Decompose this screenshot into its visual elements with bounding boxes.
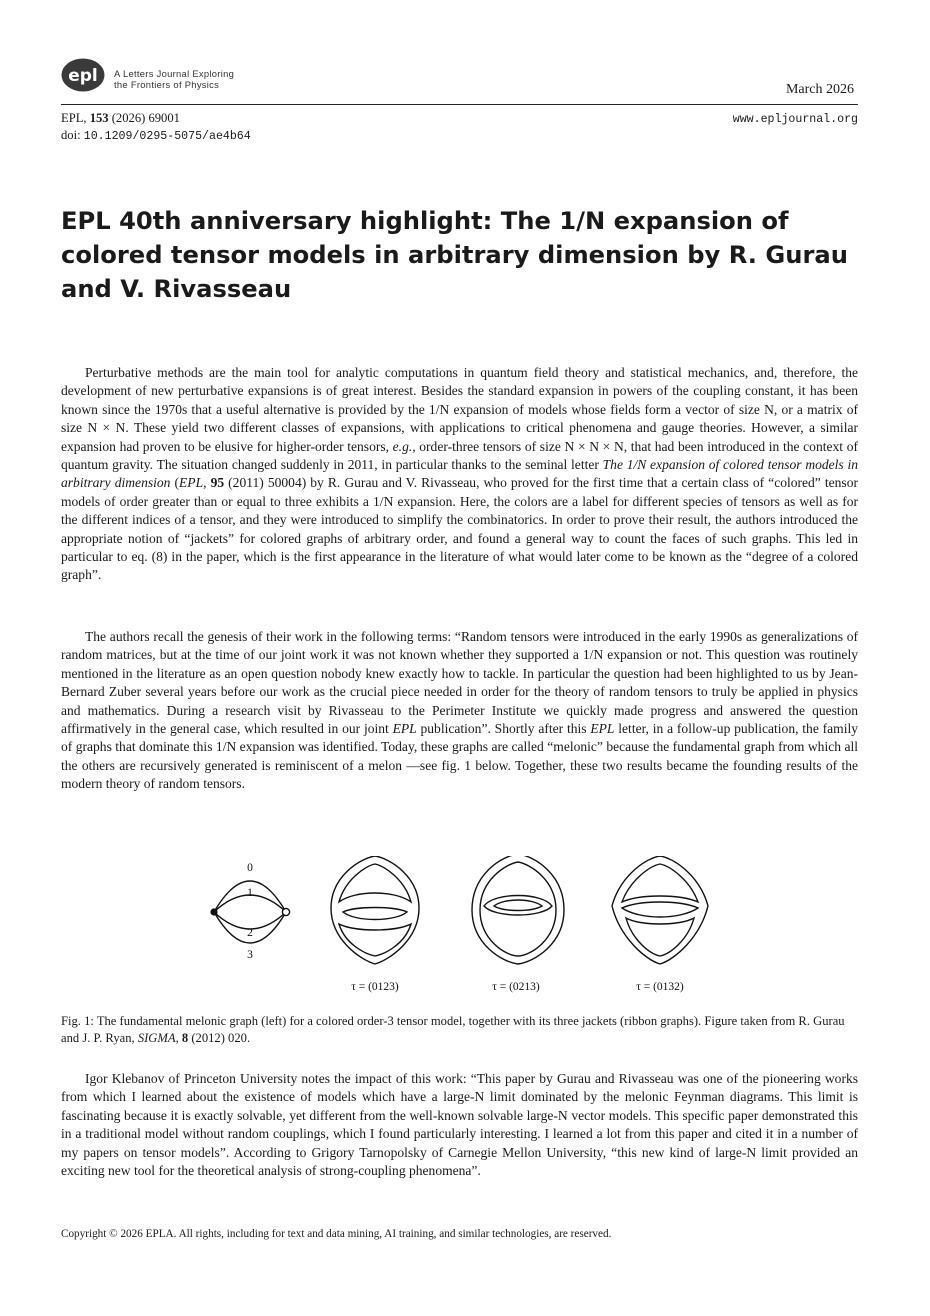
paragraph-3: Igor Klebanov of Princeton University notes the impact of this work: “This paper by Gurau and Rivasseau was one of the pioneering works from which I learned about the existence of models which have a large-N limit dominated by the melonic Feynman diagrams. This limit is fascinating because it is exactly solvable, yet different from the well-known solvable large-N vector models. This specific paper demonstrated this in a traditional model without random couplings, which I found particularly interesting. I learned a lot from this paper and cited it in a number of my papers on tensor models”. According to Grigory Tarnopolsky of Carnegie Mellon University, “this new kind of large-N limit provided an exciting new tool for the theoretical analysis of strong-coupling phenomena”. bbox=[61, 1071, 858, 1179]
journal-name: EPL bbox=[61, 111, 84, 125]
figure-1 bbox=[200, 856, 720, 996]
journal-tagline-2: the Frontiers of Physics bbox=[114, 79, 220, 90]
jacket-label-1: τ = (0123) bbox=[351, 981, 399, 993]
black-vertex bbox=[210, 908, 217, 915]
volume: 153 bbox=[89, 111, 109, 125]
jacket-label-3: τ = (0132) bbox=[636, 981, 684, 993]
article-title: EPL 40th anniversary highlight: The 1/N expansion of colored tensor models in arbitrary dimension by R. Gurau and V. Rivasseau bbox=[61, 207, 848, 303]
edge-label-3: 3 bbox=[247, 949, 253, 961]
jacket-label-2: τ = (0213) bbox=[492, 981, 540, 993]
white-vertex bbox=[282, 908, 289, 915]
doi-label: doi: bbox=[61, 128, 81, 142]
cited-letter-title: The 1/N expansion of colored tensor models in arbitrary dimension bbox=[61, 457, 859, 491]
paragraph-1: Perturbative methods are the main tool for analytic computations in quantum field theory and statistical mechanics, and, therefore, the development of new perturbative expansions is of great interest. Besides the standard expansion in powers of the coupling constant, it has been known since the 1970s that a useful alternative is provided by the 1/N expansion of models whose fields form a vector of size N, or a matrix of size N × N. These yield two different classes of expansions, with applications to critical phenomena and gauge theories. However, a similar expansion had proven to be elusive for higher-order tensors, e.g., order-three tensors of size N × N × N, that had been introduced in the context of quantum gravity. The situation changed suddenly in 2011, in particular thanks to the seminal letter The 1/N expansion of colored tensor models in arbitrary dimension (EPL, 95 (2011) 50004) by R. Gurau and V. Rivasseau, who proved for the first time that a certain class of “colored” tensor models of order greater than or equal to three exhibits a 1/N expansion. Here, the colors are a label for different species of tensors as well as for the different indices of a tensor, and they were introduced to simplify the combinatorics. In order to prove their result, the authors introduced the appropriate notion of “jackets” for colored graphs of arbitrary order, and found a general way to count the faces of such graphs. This led in particular to eq. (8) in the paper, which is the first appearance in the literature of what would later come to be known as the “degree of a colored graph”. bbox=[61, 365, 859, 583]
header-rule bbox=[61, 104, 858, 105]
figure-caption: Fig. 1: The fundamental melonic graph (left) for a colored order-3 tensor model, together with its three jackets (ribbon graphs). Figure taken from R. Gurau and J. P. Ryan, SIGMA, 8 (2012) 020. bbox=[61, 1014, 845, 1046]
journal-tagline-1: A Letters Journal Exploring bbox=[114, 68, 235, 79]
jacket-ribbon-graph-1 bbox=[331, 856, 419, 964]
citation-line: EPL, 153 (2026) 69001 bbox=[61, 111, 180, 125]
year-article: (2026) 69001 bbox=[111, 111, 180, 125]
journal-website-link[interactable]: www.epljournal.org bbox=[732, 113, 858, 126]
doi-line bbox=[61, 128, 251, 143]
epl-logo bbox=[61, 58, 105, 92]
edge-label-2: 2 bbox=[247, 927, 253, 939]
jacket-ribbon-graph-2 bbox=[472, 856, 564, 964]
paragraph-2: The authors recall the genesis of their work in the following terms: “Random tensors were introduced in the early 1990s as generalizations of random matrices, but at the time of our joint work it was not known whether they supported a 1/N expansion or not. This question was routinely mentioned in the literature as an open question nobody knew exactly how to tackle. In particular the question had been highlighted to us by Jean-Bernard Zuber several years before our work as the crucial piece needed in order for the theory of random tensors to truly be applied in physics and mathematics. During a research visit by Rivasseau to the Perimeter Institute we quickly made progress and answered the question affirmatively in the general case, which resulted in our joint EPL publication”. Shortly after this EPL letter, in a follow-up publication, the family of graphs that dominate this 1/N expansion was identified. Today, these graphs are called “melonic” because the fundamental graph from which all the others are recursively generated is reminiscent of a melon —see fig. 1 below. Together, these two results became the founding results of the modern theory of random tensors. bbox=[61, 629, 859, 792]
edge-label-1: 1 bbox=[247, 887, 253, 899]
jacket-ribbon-graph-3 bbox=[612, 856, 708, 964]
issue-date: March 2026 bbox=[785, 82, 854, 97]
copyright-notice: Copyright © 2026 EPLA. All rights, including for text and data mining, AI training, and similar technologies, are reserved. bbox=[61, 1228, 612, 1240]
doi-link[interactable]: 10.1209/0295-5075/ae4b64 bbox=[83, 130, 251, 143]
edge-label-0: 0 bbox=[247, 862, 253, 874]
logo-text: epl bbox=[68, 66, 98, 86]
